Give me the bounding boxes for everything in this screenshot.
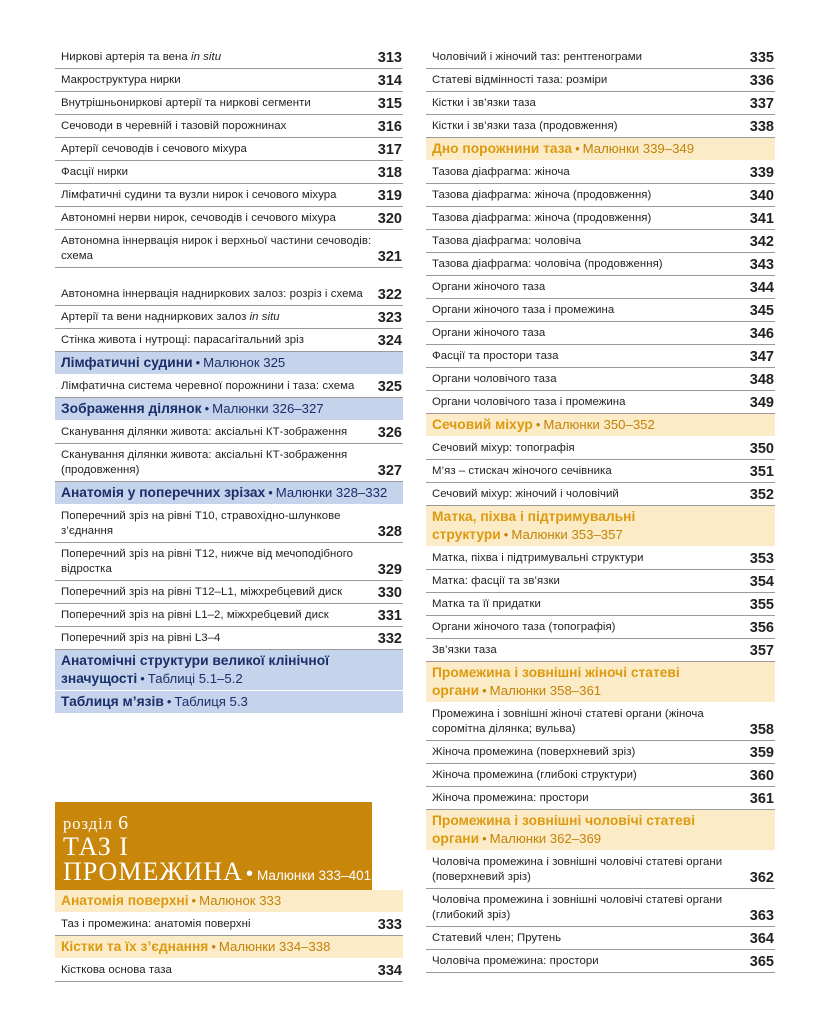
entry-title: Сечовий міхур: жіночий і чоловічий bbox=[432, 488, 619, 500]
page-number: 341 bbox=[749, 211, 774, 227]
toc-entry[interactable] bbox=[426, 92, 775, 115]
toc-entry[interactable] bbox=[55, 69, 403, 92]
toc-entry[interactable] bbox=[55, 329, 403, 352]
entry-title: Тазова діафрагма: жіноча bbox=[432, 166, 570, 178]
toc-entry[interactable] bbox=[426, 115, 775, 138]
page-number: 340 bbox=[749, 188, 774, 204]
section-title: Анатомічні структури великої клінічної значущості bbox=[61, 653, 330, 686]
entry-title: Поперечний зріз на рівні Т10, стравохідно-шлункове з’єднання bbox=[61, 510, 341, 537]
toc-entry[interactable] bbox=[55, 627, 403, 650]
section-header: Анатомія у поперечних зрізах • Малюнки 328–332 bbox=[55, 482, 403, 505]
section-header: Кістки та їх з’єднання • Малюнки 334–338 bbox=[55, 936, 403, 959]
entry-title: Органи чоловічого таза і промежина bbox=[432, 396, 626, 408]
page-number: 324 bbox=[377, 333, 402, 349]
toc-column-left bbox=[55, 46, 403, 714]
section-header: Матка, піхва і підтримувальні структури • Малюнки 353–357 bbox=[426, 506, 775, 547]
toc-entry[interactable] bbox=[55, 505, 403, 543]
page-number: 321 bbox=[377, 249, 402, 265]
toc-entry[interactable] bbox=[426, 391, 775, 414]
entry-title: Статеві відмінності таза: розміри bbox=[432, 74, 608, 86]
entry-title: Лімфатичні судини та вузли нирок і сечового міхура bbox=[61, 189, 337, 201]
entry-title: Промежина і зовнішні жіночі статеві органи (жіноча соромітна ділянка; вульва) bbox=[432, 708, 704, 735]
page-number: 323 bbox=[377, 310, 402, 326]
page-number: 356 bbox=[749, 620, 774, 636]
section-header: Анатомічні структури великої клінічної значущості • Таблиці 5.1–5.2 bbox=[55, 650, 403, 691]
page-number: 338 bbox=[749, 119, 774, 135]
section-figures: Таблиця 5.3 bbox=[174, 694, 248, 709]
toc-entry[interactable] bbox=[426, 345, 775, 368]
toc-entry[interactable] bbox=[55, 138, 403, 161]
section-header: Промежина і зовнішні чоловічі статеві органи • Малюнки 362–369 bbox=[426, 810, 775, 851]
section-figures: Малюнки 334–338 bbox=[218, 939, 331, 954]
toc-entry[interactable] bbox=[55, 268, 403, 306]
section-header: Сечовий міхур • Малюнки 350–352 bbox=[426, 414, 775, 437]
toc-entry[interactable] bbox=[426, 547, 775, 570]
toc-entry[interactable] bbox=[426, 207, 775, 230]
toc-column-right bbox=[426, 46, 775, 973]
page-number: 336 bbox=[749, 73, 774, 89]
toc-entry[interactable] bbox=[426, 46, 775, 69]
entry-title: Фасції нирки bbox=[61, 166, 129, 178]
page-number: 355 bbox=[749, 597, 774, 613]
section-figures: Малюнки 339–349 bbox=[582, 141, 695, 156]
page-number: 344 bbox=[749, 280, 774, 296]
page-number: 349 bbox=[749, 395, 774, 411]
section-title: Промежина і зовнішні чоловічі статеві органи bbox=[432, 813, 696, 846]
section-title: Зображення ділянок bbox=[61, 401, 202, 416]
chapter-label: розділ 6 bbox=[63, 812, 130, 834]
entry-title: Жіноча промежина (глибокі структури) bbox=[432, 769, 637, 781]
entry-title: Чоловіча промежина: простори bbox=[432, 955, 599, 967]
page-number: 362 bbox=[749, 870, 774, 886]
page-number: 364 bbox=[749, 931, 774, 947]
entry-title: Матка: фасції та зв’язки bbox=[432, 575, 560, 587]
entry-title: Поперечний зріз на рівні L3–4 bbox=[61, 632, 221, 644]
entry-title: Сканування ділянки живота: аксіальні КТ-зображення bbox=[61, 426, 348, 438]
toc-entry[interactable] bbox=[55, 306, 403, 329]
toc-entry[interactable] bbox=[55, 913, 403, 936]
toc-entry[interactable] bbox=[426, 322, 775, 345]
chapter-title: ТАЗ І ПРОМЕЖИНА • Малюнки 333–401 bbox=[63, 832, 372, 886]
entry-title: Сечоводи в черевній і тазовій порожнинах bbox=[61, 120, 287, 132]
chapter-6-banner bbox=[55, 802, 372, 890]
section-title: Матка, піхва і підтримувальні структури bbox=[432, 509, 636, 542]
entry-title: Тазова діафрагма: жіноча (продовження) bbox=[432, 212, 652, 224]
entry-title: Стінка живота і нутрощі: парасагітальний зріз bbox=[61, 334, 305, 346]
section-header: Анатомія поверхні • Малюнок 333 bbox=[55, 890, 403, 913]
entry-title: Сканування ділянки живота: аксіальні КТ-зображення (продовження) bbox=[61, 449, 348, 476]
page-number: 346 bbox=[749, 326, 774, 342]
entry-title: Органи чоловічого таза bbox=[432, 373, 557, 385]
page-number: 313 bbox=[377, 50, 402, 66]
entry-title: Тазова діафрагма: жіноча (продовження) bbox=[432, 189, 652, 201]
entry-title: Чоловічий і жіночий таз: рентгенограми bbox=[432, 51, 643, 63]
page-number: 339 bbox=[749, 165, 774, 181]
page-number: 319 bbox=[377, 188, 402, 204]
entry-title: Поперечний зріз на рівні T12–L1, міжхребцевий диск bbox=[61, 586, 343, 598]
page-number: 343 bbox=[749, 257, 774, 273]
entry-title: Жіноча промежина (поверхневий зріз) bbox=[432, 746, 636, 758]
toc-entry[interactable] bbox=[55, 604, 403, 627]
section-header: Таблиця м’язів • Таблиця 5.3 bbox=[55, 691, 403, 714]
page-number: 335 bbox=[749, 50, 774, 66]
toc-entry[interactable] bbox=[426, 184, 775, 207]
toc-entry[interactable] bbox=[426, 703, 775, 741]
entry-title: Ниркові артерія та вена in situ bbox=[61, 51, 222, 63]
entry-title: Сечовий міхур: топографія bbox=[432, 442, 575, 454]
toc-entry[interactable] bbox=[426, 927, 775, 950]
entry-title: Тазова діафрагма: чоловіча bbox=[432, 235, 581, 247]
page-number: 332 bbox=[377, 631, 402, 647]
page-number: 333 bbox=[377, 917, 402, 933]
page-number: 363 bbox=[749, 908, 774, 924]
page-number: 345 bbox=[749, 303, 774, 319]
page-number: 317 bbox=[377, 142, 402, 158]
page-number: 318 bbox=[377, 165, 402, 181]
page-number: 357 bbox=[749, 643, 774, 659]
toc-entry[interactable] bbox=[426, 276, 775, 299]
toc-entry[interactable] bbox=[55, 959, 403, 982]
entry-title: Органи жіночого таза і промежина bbox=[432, 304, 615, 316]
toc-entry[interactable] bbox=[426, 570, 775, 593]
page-number: 331 bbox=[377, 608, 402, 624]
entry-title: Тазова діафрагма: чоловіча (продовження) bbox=[432, 258, 663, 270]
page-number: 361 bbox=[749, 791, 774, 807]
entry-title: Органи жіночого таза bbox=[432, 281, 546, 293]
toc-entry[interactable] bbox=[426, 437, 775, 460]
toc-entry[interactable] bbox=[55, 421, 403, 444]
section-title: Дно порожнини таза bbox=[432, 141, 573, 156]
section-figures: Малюнки 350–352 bbox=[543, 417, 655, 432]
toc-entry[interactable] bbox=[426, 368, 775, 391]
toc-entry[interactable] bbox=[55, 444, 403, 482]
toc-entry[interactable] bbox=[55, 115, 403, 138]
section-figures: Малюнки 353–357 bbox=[511, 527, 623, 542]
page-number: 315 bbox=[377, 96, 402, 112]
page-number: 359 bbox=[749, 745, 774, 761]
entry-title: Органи жіночого таза (топографія) bbox=[432, 621, 616, 633]
entry-title: Автономна іннервація нирок і верхньої частини сечоводів: схема bbox=[61, 235, 372, 262]
entry-title: Статевий член; Прутень bbox=[432, 932, 562, 944]
entry-title: Лімфатична система черевної порожнини і таза: схема bbox=[61, 380, 355, 392]
page-number: 329 bbox=[377, 562, 402, 578]
toc-entry[interactable] bbox=[55, 543, 403, 581]
toc-entry[interactable] bbox=[426, 69, 775, 92]
toc-entry[interactable] bbox=[55, 92, 403, 115]
section-title: Промежина і зовнішні жіночі статеві органи bbox=[432, 665, 680, 698]
section-figures: Малюнки 326–327 bbox=[212, 401, 324, 416]
toc-entry[interactable] bbox=[426, 639, 775, 662]
section-title: Анатомія поверхні bbox=[61, 893, 189, 908]
toc-entry[interactable] bbox=[426, 851, 775, 889]
section-figures: Малюнки 358–361 bbox=[489, 683, 602, 698]
entry-title: Фасції та простори таза bbox=[432, 350, 559, 362]
entry-title: Автономна іннервація надниркових залоз: розріз і схема bbox=[61, 288, 363, 300]
entry-title: Макроструктура нирки bbox=[61, 74, 181, 86]
section-figures: Таблиці 5.1–5.2 bbox=[147, 671, 243, 686]
section-header: Лімфатичні судини • Малюнок 325 bbox=[55, 352, 403, 375]
toc-entry[interactable] bbox=[426, 230, 775, 253]
section-figures: Малюнки 328–332 bbox=[275, 485, 388, 500]
entry-title: Артерії та вени надниркових залоз in situ bbox=[61, 311, 280, 323]
section-figures: Малюнок 325 bbox=[203, 355, 286, 370]
section-header: Промежина і зовнішні жіночі статеві органи • Малюнки 358–361 bbox=[426, 662, 775, 703]
entry-title: Внутрішньониркові артерії та ниркові сегменти bbox=[61, 97, 311, 109]
page-number: 337 bbox=[749, 96, 774, 112]
toc-entry[interactable] bbox=[55, 230, 403, 268]
toc-entry[interactable] bbox=[55, 46, 403, 69]
page-number: 330 bbox=[377, 585, 402, 601]
toc-entry[interactable] bbox=[55, 161, 403, 184]
toc-entry[interactable] bbox=[55, 375, 403, 398]
toc-entry[interactable] bbox=[426, 161, 775, 184]
entry-title: Артерії сечоводів і сечового міхура bbox=[61, 143, 247, 155]
page-number: 328 bbox=[377, 524, 402, 540]
toc-entry[interactable] bbox=[426, 787, 775, 810]
entry-title: Таз і промежина: анатомія поверхні bbox=[61, 918, 251, 930]
toc-entry[interactable] bbox=[426, 741, 775, 764]
section-title: Таблиця м’язів bbox=[61, 694, 164, 709]
toc-entry[interactable] bbox=[426, 483, 775, 506]
entry-title: Органи жіночого таза bbox=[432, 327, 546, 339]
section-title: Лімфатичні судини bbox=[61, 355, 193, 370]
section-figures: Малюнки 362–369 bbox=[489, 831, 602, 846]
entry-title: Жіноча промежина: простори bbox=[432, 792, 589, 804]
page-number: 320 bbox=[377, 211, 402, 227]
section-title: Сечовий міхур bbox=[432, 417, 533, 432]
page-number: 327 bbox=[377, 463, 402, 479]
page-number: 342 bbox=[749, 234, 774, 250]
page-number: 316 bbox=[377, 119, 402, 135]
page-number: 314 bbox=[377, 73, 402, 89]
entry-title: Чоловіча промежина і зовнішні чоловічі статеві органи (поверхневий зріз) bbox=[432, 856, 723, 883]
page-number: 347 bbox=[749, 349, 774, 365]
toc-entry[interactable] bbox=[426, 460, 775, 483]
entry-title: Чоловіча промежина і зовнішні чоловічі статеві органи (глибокий зріз) bbox=[432, 894, 723, 921]
page-number: 360 bbox=[749, 768, 774, 784]
toc-entry[interactable] bbox=[55, 207, 403, 230]
page-number: 358 bbox=[749, 722, 774, 738]
toc-entry[interactable] bbox=[426, 616, 775, 639]
entry-title: Матка та її придатки bbox=[432, 598, 541, 610]
page-number: 334 bbox=[377, 963, 402, 979]
page-number: 353 bbox=[749, 551, 774, 567]
entry-title: Поперечний зріз на рівні Т12, нижче від мечоподібного відростка bbox=[61, 548, 354, 575]
entry-title: Зв’язки таза bbox=[432, 644, 497, 656]
toc-entry[interactable] bbox=[55, 184, 403, 207]
section-title: Анатомія у поперечних зрізах bbox=[61, 485, 266, 500]
entry-title: Кістки і зв’язки таза (продовження) bbox=[432, 120, 618, 132]
toc-entry[interactable] bbox=[426, 299, 775, 322]
toc-entry[interactable] bbox=[426, 889, 775, 927]
page-number: 326 bbox=[377, 425, 402, 441]
section-figures: Малюнок 333 bbox=[199, 893, 282, 908]
toc-entry[interactable] bbox=[55, 581, 403, 604]
entry-title: Кістки і зв’язки таза bbox=[432, 97, 536, 109]
page-number: 354 bbox=[749, 574, 774, 590]
page-number: 365 bbox=[749, 954, 774, 970]
section-header: Зображення ділянок • Малюнки 326–327 bbox=[55, 398, 403, 421]
toc-entry[interactable] bbox=[426, 950, 775, 973]
page-number: 322 bbox=[377, 287, 402, 303]
toc-entry[interactable] bbox=[426, 253, 775, 276]
entry-title: Кісткова основа таза bbox=[61, 964, 172, 976]
section-title: Кістки та їх з’єднання bbox=[61, 939, 209, 954]
entry-title: Автономні нерви нирок, сечоводів і сечового міхура bbox=[61, 212, 336, 224]
chapter-6-entries bbox=[55, 890, 403, 982]
page-number: 325 bbox=[377, 379, 402, 395]
page-number: 352 bbox=[749, 487, 774, 503]
entry-title: Матка, піхва і підтримувальні структури bbox=[432, 552, 644, 564]
entry-title: М’яз – стискач жіночого сечівника bbox=[432, 465, 612, 477]
page-number: 351 bbox=[749, 464, 774, 480]
entry-title: Поперечний зріз на рівні L1–2, міжхребцевий диск bbox=[61, 609, 329, 621]
page-number: 350 bbox=[749, 441, 774, 457]
toc-entry[interactable] bbox=[426, 593, 775, 616]
page-number: 348 bbox=[749, 372, 774, 388]
toc-entry[interactable] bbox=[426, 764, 775, 787]
section-header: Дно порожнини таза • Малюнки 339–349 bbox=[426, 138, 775, 161]
